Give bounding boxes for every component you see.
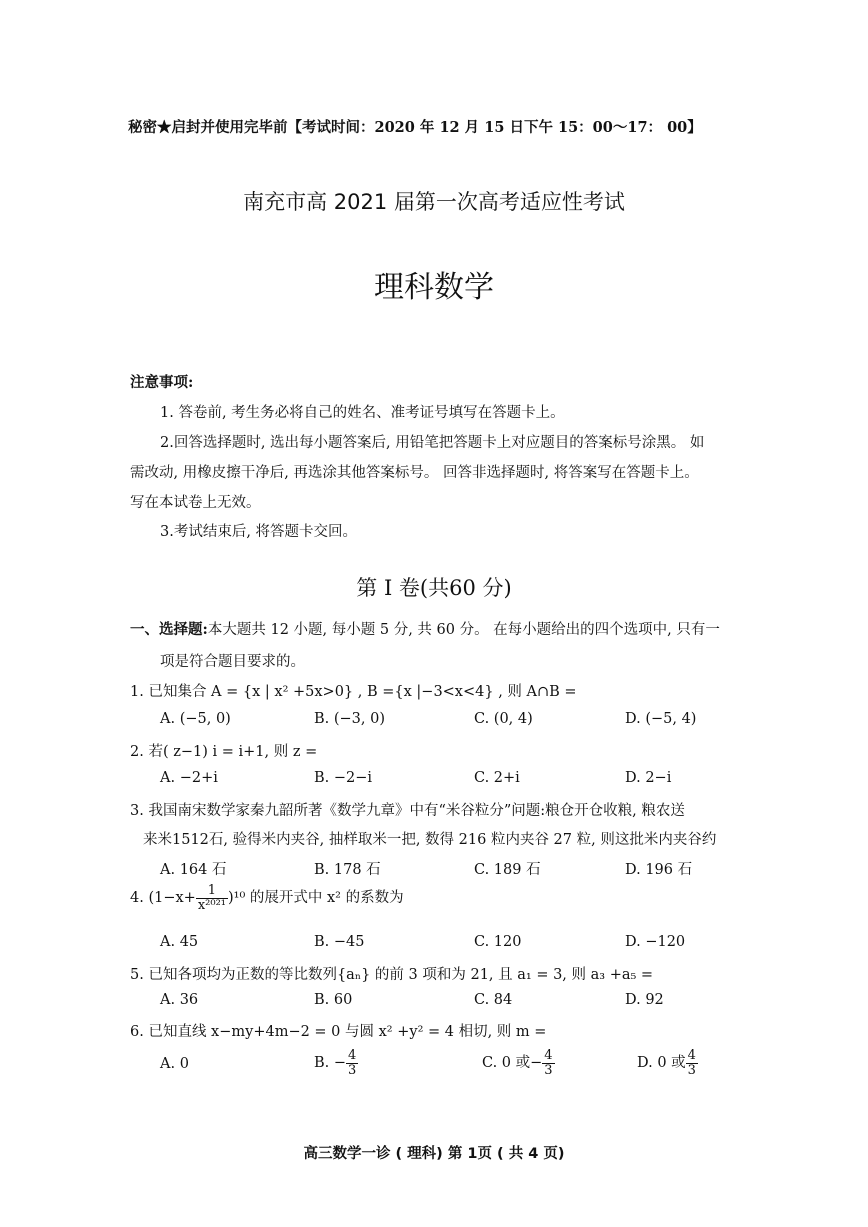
q6-option-b [314, 1049, 358, 1077]
q3-option-b: B. 178 石 [314, 862, 381, 878]
q5-option-d: D. 92 [625, 992, 664, 1008]
exam-title: 南充市高 2021 届第一次高考适应性考试 [243, 190, 625, 214]
subject-title: 理科数学 [374, 270, 494, 305]
question-6-stem: 6. 已知直线 x−my+4m−2 = 0 与圆 x² +y² = 4 相切, 则 m = [130, 1024, 547, 1040]
q4-frac-num: 1 [196, 884, 228, 899]
q2-option-a: A. −2+i [160, 770, 218, 786]
notice-heading: 注意事项: [130, 374, 194, 391]
q1-option-c: C. (0, 4) [474, 711, 533, 727]
q6-option-c-prefix: C. 0 或− [482, 1055, 543, 1072]
mc-heading-line-2: 项是符合题目要求的。 [160, 654, 305, 670]
q4-option-a: A. 45 [160, 934, 199, 950]
q6-b-frac-num: 4 [348, 1048, 357, 1063]
mc-heading-label: 一、选择题: [130, 621, 208, 638]
q1-option-b: B. (−3, 0) [314, 711, 386, 727]
question-4-stem [130, 884, 404, 912]
q5-option-a: A. 36 [160, 992, 199, 1008]
mc-heading-text: 本大题共 12 小题, 每小题 5 分, 共 60 分。 在每小题给出的四个选项中, 只有一 [207, 622, 720, 638]
q4-suffix: )¹⁰ 的展开式中 x² 的系数为 [228, 890, 404, 907]
question-1-stem: 1. 已知集合 A = {x | x² +5x>0} , B ={x |−3<x<4} , 则 A∩B = [130, 684, 577, 700]
q4-option-b: B. −45 [314, 934, 365, 950]
q6-option-b-prefix: B. − [314, 1055, 347, 1072]
q3-option-d: D. 196 石 [625, 862, 693, 878]
q6-c-frac-num: 4 [544, 1048, 553, 1063]
q6-c-frac-den: 3 [544, 1062, 553, 1078]
question-5-stem: 5. 已知各项均为正数的等比数列{aₙ} 的前 3 项和为 21, 且 a₁ = 3, 则 a₃ +a₅ = [130, 967, 654, 983]
q6-option-b-fraction [346, 1049, 358, 1077]
q2-option-b: B. −2−i [314, 770, 373, 786]
q6-option-a: A. 0 [160, 1056, 189, 1072]
q6-option-d-fraction [686, 1049, 698, 1077]
q2-option-c: C. 2+i [474, 770, 520, 786]
q6-d-frac-den: 3 [687, 1062, 696, 1078]
q6-option-c [482, 1049, 555, 1077]
q3-option-c: C. 189 石 [474, 862, 541, 878]
q4-fraction [196, 884, 228, 912]
mc-heading [130, 618, 720, 639]
q6-option-d [637, 1049, 698, 1077]
q5-option-b: B. 60 [314, 992, 353, 1008]
notice-item-1: 1. 答卷前, 考生务必将自己的姓名、准考证号填写在答题卡上。 [160, 405, 565, 421]
secret-label: 秘密★启封并使用完毕前【考试时间：2020 年 12 月 15 日下午 15：00～17： 00】 [128, 119, 702, 136]
notice-item-3: 3.考试结束后, 将答题卡交回。 [160, 524, 358, 540]
question-3-stem-line-1: 3. 我国南宋数学家秦九韶所著《数学九章》中有“米谷粒分”问题:粮仓开仓收粮, 粮农送 [130, 803, 685, 819]
q6-option-d-prefix: D. 0 或 [637, 1055, 686, 1072]
q6-d-frac-num: 4 [687, 1048, 696, 1063]
q4-option-c: C. 120 [474, 934, 522, 950]
q2-option-d: D. 2−i [625, 770, 672, 786]
notice-item-2-line-1: 2.回答选择题时, 选出每小题答案后, 用铅笔把答题卡上对应题目的答案标号涂黑。 如 [160, 435, 705, 451]
q4-option-d: D. −120 [625, 934, 686, 950]
q3-option-a: A. 164 石 [160, 862, 227, 878]
question-3-stem-line-2: 来米1512石, 验得米内夹谷, 抽样取米一把, 数得 216 粒内夹谷 27 粒, 则这批米内夹谷约 [143, 832, 717, 848]
q5-option-c: C. 84 [474, 992, 513, 1008]
notice-item-2-line-3: 写在本试卷上无效。 [130, 495, 261, 511]
question-2-stem: 2. 若( z−1) i = i+1, 则 z = [130, 744, 318, 760]
q1-option-a: A. (−5, 0) [160, 711, 231, 727]
notice-item-2-line-2: 需改动, 用橡皮擦干净后, 再选涂其他答案标号。 回答非选择题时, 将答案写在答题卡上。 [130, 465, 699, 481]
page-footer: 高三数学一诊 ( 理科) 第 1页 ( 共 4 页) [303, 1146, 565, 1162]
q4-frac-den: x²⁰²¹ [197, 897, 226, 913]
q6-b-frac-den: 3 [348, 1062, 357, 1078]
section-title: 第 I 卷(共60 分) [356, 576, 512, 600]
q1-option-d: D. (−5, 4) [625, 711, 697, 727]
q4-prefix: 4. (1−x+ [130, 890, 196, 907]
q6-option-c-fraction [542, 1049, 554, 1077]
